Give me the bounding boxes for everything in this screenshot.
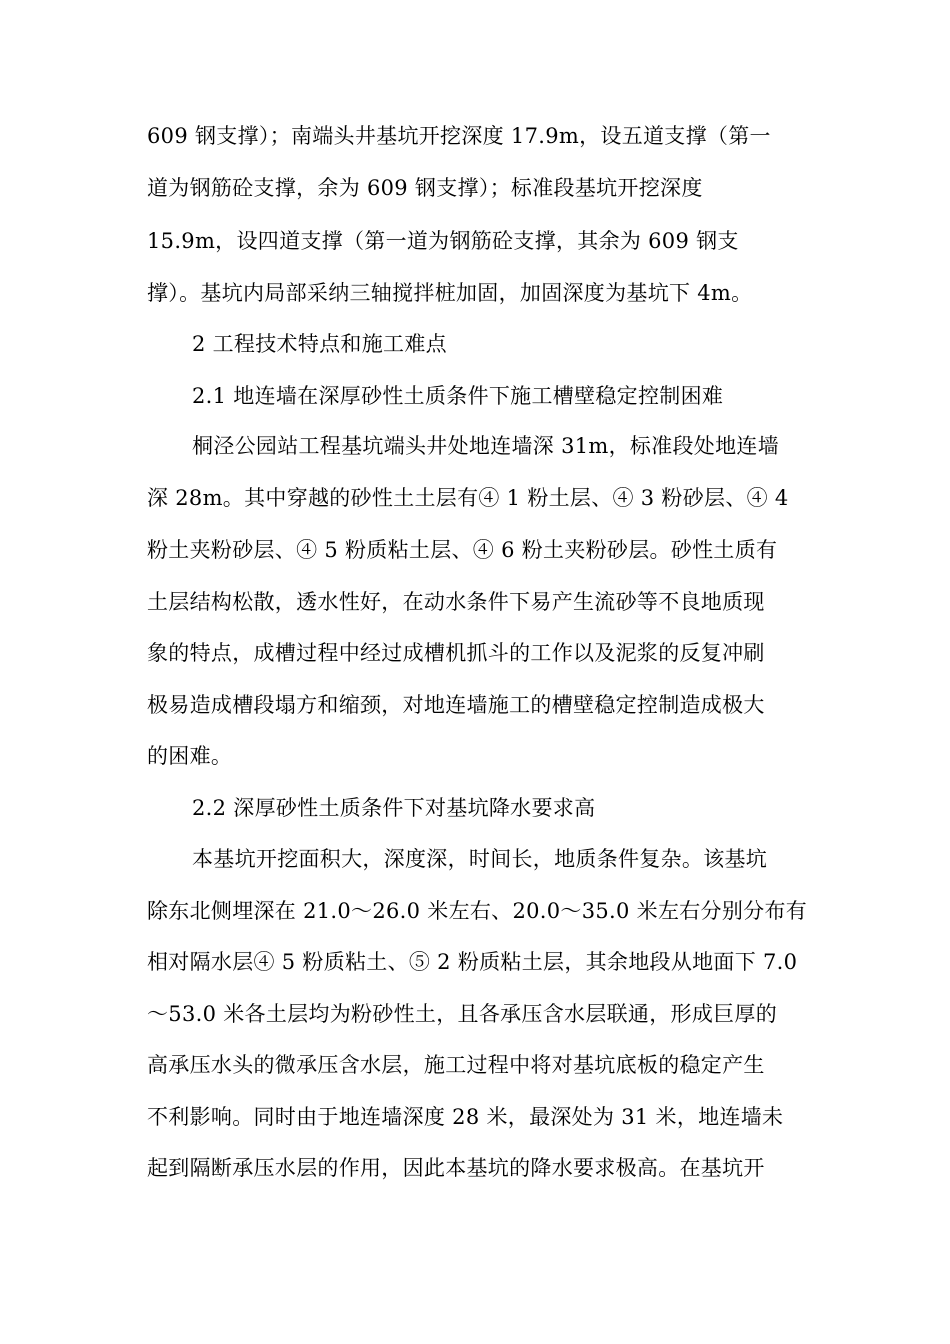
text-line: 道为钢筋砼支撑，余为 609 钢支撑）；标准段基坑开挖深度 xyxy=(147,176,703,200)
text-line: 撑）。基坑内局部采纳三轴搅拌桩加固，加固深度为基坑下 4m。 xyxy=(147,281,753,305)
text-line: 本基坑开挖面积大，深度深，时间长，地质条件复杂。该基坑 xyxy=(192,847,768,871)
text-line: 不利影响。同时由于地连墙深度 28 米，最深处为 31 米，地连墙未 xyxy=(147,1105,784,1129)
text-line: 极易造成槽段塌方和缩颈，对地连墙施工的槽壁稳定控制造成极大 xyxy=(147,693,765,717)
text-line: 609 钢支撑）；南端头井基坑开挖深度 17.9m，设五道支撑（第一 xyxy=(147,124,771,148)
subsection-heading: 2.1 地连墙在深厚砂性土质条件下施工槽壁稳定控制困难 xyxy=(192,384,724,408)
text-line: 深 28m。其中穿越的砂性土土层有④ 1 粉土层、④ 3 粉砂层、④ 4 xyxy=(147,486,789,510)
text-line: 高承压水头的微承压含水层，施工过程中将对基坑底板的稳定产生 xyxy=(147,1053,765,1077)
text-line: 相对隔水层④ 5 粉质粘土、⑤ 2 粉质粘土层，其余地段从地面下 7.0 xyxy=(147,950,798,974)
text-line: 15.9m，设四道支撑（第一道为钢筋砼支撑，其余为 609 钢支 xyxy=(147,229,739,253)
subsection-heading: 2.2 深厚砂性土质条件下对基坑降水要求高 xyxy=(192,796,596,820)
section-heading: 2 工程技术特点和施工难点 xyxy=(192,332,447,356)
text-line: 象的特点，成槽过程中经过成槽机抓斗的工作以及泥浆的反复冲刷 xyxy=(147,641,765,665)
text-line: ～53.0 米各土层均为粉砂性土，且各承压含水层联通，形成巨厚的 xyxy=(147,1002,778,1026)
text-line: 土层结构松散，透水性好，在动水条件下易产生流砂等不良地质现 xyxy=(147,590,765,614)
text-line: 粉土夹粉砂层、④ 5 粉质粘土层、④ 6 粉土夹粉砂层。砂性土质有 xyxy=(147,538,778,562)
text-line: 除东北侧埋深在 21.0～26.0 米左右、20.0～35.0 米左右分别分布有 xyxy=(147,899,808,923)
text-line: 起到隔断承压水层的作用，因此本基坑的降水要求极高。在基坑开 xyxy=(147,1156,765,1180)
text-line: 桐泾公园站工程基坑端头井处地连墙深 31m，标准段处地连墙 xyxy=(192,434,780,458)
text-line: 的困难。 xyxy=(147,744,233,768)
